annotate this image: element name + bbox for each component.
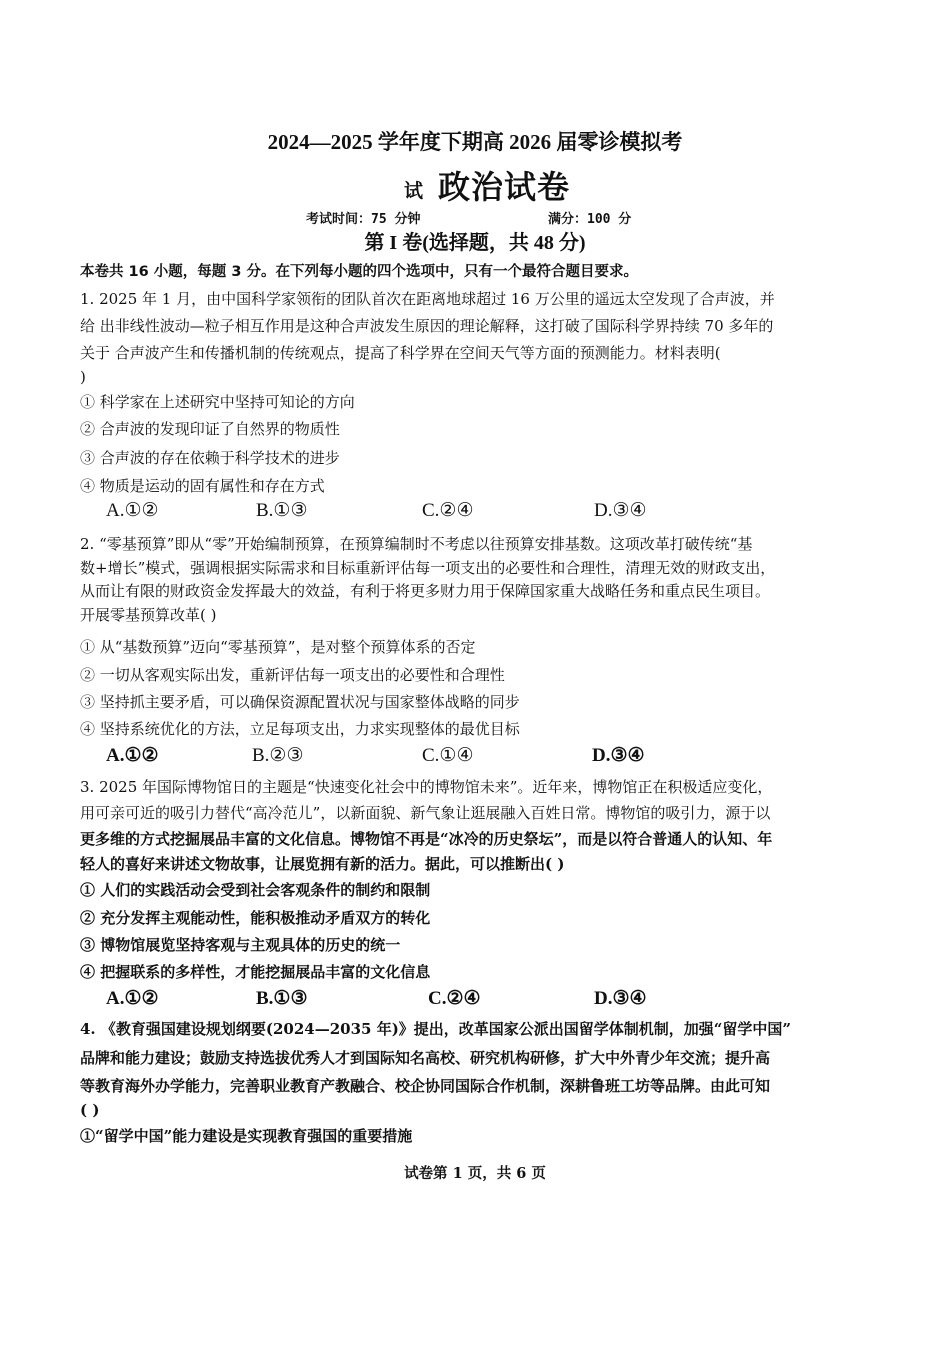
question-2-option-b: B.②③ — [252, 745, 304, 766]
question-3-line: 用可亲可近的吸引力替代“高冷范儿”，以新面貌、新气象让逛展融入百姓日常。博物馆的吸引力，源于以 — [80, 804, 771, 822]
question-2-option-a: A.①② — [106, 745, 159, 766]
question-1-line: 给 出非线性波动—粒子相互作用是这种合声波发生原因的理论解释，这打破了国际科学界持续 70 多年的 — [80, 317, 774, 335]
question-2-item: ④ 坚持系统优化的方法，立足每项支出，力求实现整体的最优目标 — [80, 720, 520, 738]
question-1-option-a: A.①② — [106, 500, 159, 521]
question-3-option-b: B.①③ — [256, 988, 308, 1009]
question-2-option-d: D.③④ — [592, 745, 645, 766]
question-3-item: ② 充分发挥主观能动性，能积极推动矛盾双方的转化 — [80, 909, 431, 927]
question-2-line: 2. “零基预算”即从“零”开始编制预算，在预算编制时不考虑以往预算安排基数。这项改革打破传统“基 — [80, 535, 753, 553]
question-1-option-d: D.③④ — [594, 500, 647, 521]
question-1-line: ) — [80, 368, 86, 386]
question-4-line: 4. 《教育强国建设规划纲要(2024—2035 年)》提出，改革国家公派出国留学体制机制，加强“留学中国” — [80, 1020, 792, 1038]
exam-subject-title: 政治试卷 — [438, 168, 571, 206]
question-1-item: ④ 物质是运动的固有属性和存在方式 — [80, 477, 325, 495]
question-3-line: 更多维的方式挖掘展品丰富的文化信息。博物馆不再是“冰冷的历史祭坛”，而是以符合普通人的认知、年 — [80, 830, 773, 848]
question-3-item: ④ 把握联系的多样性，才能挖掘展品丰富的文化信息 — [80, 963, 431, 981]
question-3-option-c: C.②④ — [428, 988, 481, 1009]
question-1-option-c: C.②④ — [422, 500, 474, 521]
question-4-item: ①“留学中国”能力建设是实现教育强国的重要措施 — [80, 1127, 413, 1145]
question-2-line: 开展零基预算改革( ) — [80, 606, 217, 624]
question-3-item: ① 人们的实践活动会受到社会客观条件的制约和限制 — [80, 881, 431, 899]
question-4-line: 等教育海外办学能力，完善职业教育产教融合、校企协同国际合作机制，深耕鲁班工坊等品牌。由此可知 — [80, 1077, 771, 1095]
question-3-line: 轻人的喜好来讲述文物故事，让展览拥有新的活力。据此，可以推断出( ) — [80, 855, 565, 873]
exam-time: 考试时间：75 分钟 — [306, 212, 421, 227]
page-footer: 试卷第 1 页，共 6 页 — [404, 1165, 546, 1182]
question-2-item: ① 从“基数预算”迈向“零基预算”，是对整个预算体系的否定 — [80, 638, 476, 656]
question-3-line: 3. 2025 年国际博物馆日的主题是“快速变化社会中的博物馆未来”。近年来，博物馆正在积极适应变化， — [80, 778, 773, 796]
question-3-item: ③ 博物馆展览坚持客观与主观具体的历史的统一 — [80, 936, 401, 954]
section-heading: 第 I 卷(选择题，共 48 分) — [364, 232, 586, 254]
question-4-line: ( ) — [80, 1101, 100, 1119]
question-1-line: 1. 2025 年 1 月，由中国科学家领衔的团队首次在距离地球超过 16 万公里的遥远太空发现了合声波，并 — [80, 290, 775, 308]
exam-title-line1: 2024—2025 学年度下期高 2026 届零诊模拟考 — [267, 130, 683, 154]
question-2-item: ② 一切从客观实际出发，重新评估每一项支出的必要性和合理性 — [80, 666, 505, 684]
question-1-item: ② 合声波的发现印证了自然界的物质性 — [80, 420, 340, 438]
question-3-option-d: D.③④ — [594, 988, 647, 1009]
question-2-option-c: C.①④ — [422, 745, 474, 766]
exam-title-small: 试 — [404, 180, 424, 202]
question-2-line: 从而让有限的财政资金发挥最大的效益，有利于将更多财力用于保障国家重大战略任务和重点民生项目。 — [80, 582, 771, 600]
question-2-line: 数+增长”模式，强调根据实际需求和目标重新评估每一项支出的必要性和合理性，清理无效的财政支出， — [80, 559, 776, 577]
question-1-line: 关于 合声波产生和传播机制的传统观点，提高了科学界在空间天气等方面的预测能力。材料表明( — [80, 344, 721, 362]
question-2-item: ③ 坚持抓主要矛盾，可以确保资源配置状况与国家整体战略的同步 — [80, 693, 520, 711]
question-4-line: 品牌和能力建设；鼓励支持选拔优秀人才到国际知名高校、研究机构研修，扩大中外青少年交流；提升高 — [80, 1049, 771, 1067]
question-3-option-a: A.①② — [106, 988, 159, 1009]
question-1-item: ① 科学家在上述研究中坚持可知论的方向 — [80, 393, 355, 411]
question-1-option-b: B.①③ — [256, 500, 308, 521]
full-score: 满分：100 分 — [548, 212, 632, 227]
question-1-item: ③ 合声波的存在依赖于科学技术的进步 — [80, 449, 340, 467]
section-instruction: 本卷共 16 小题，每题 3 分。在下列每小题的四个选项中，只有一个最符合题目要求。 — [80, 264, 638, 280]
